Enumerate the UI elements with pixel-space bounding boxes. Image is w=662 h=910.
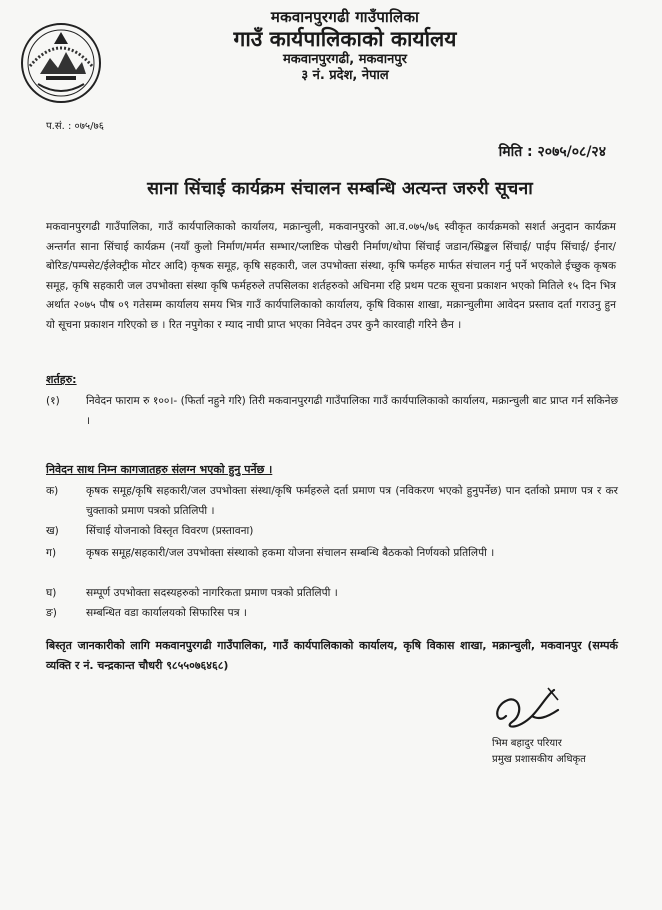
document-text: कृषक समूह/सहकारी/जल उपभोक्ता संस्थाको हकमा योजना संचालन सम्बन्धि बैठकको निर्णयको प्रतिलिपी । — [86, 547, 495, 559]
notice-body-text: मकवानपुरगढी गाउँपालिका, गाउँ कार्यपालिकाको कार्यालय, मक्रान्चुली, मकवानपुरको आ.व.०७५/७६ स्वीकृत कार्यक्रमको सशर्त अनुदान कार्यक्रम अन्तर्गत साना सिंचाई कार्यक्रम (नयाँ कुलो निर्माण/मर्मत सम्भार/प्लाष्टिक पोखरी निर्माण/थोपा सिंचाई जडान/स्प्रिङ्कल सिंचाई/ पाईप सिंचाई/ ईनार/ बोरिङ/पम्पसेट/ईलेक्ट्रीक मोटर आदि) कृषक समूह, कृषि सहकारी, जल उपभोक्ता संस्था, कृषि फर्महरु मार्फत संचालन गर्नु पर्ने भएकोले ईच्छुक कृषक समूह, कृषि सहकारी जल उपभोक्ता संस्था कृषि फर्महरुले तपसिलका शर्तहरुको अधिनमा रहि प्रथम पटक सूचना प्रकाशन भएको मितिले १५ दिन भित्र अर्थात २०७५ पौष ०९ गतेसम्म कार्यालय समय भित्र गाउँ कार्यपालिकाको कार्यालय, कृषि विकास शाखा, मक्रान्चुलीमा आवेदन प्रस्ताव दर्ता गराउनु हुन यो सूचना प्रकाशन गरिएको छ । रित नपुगेका र म्याद नाघी प्राप्त भएका निवेदन उपर कुनै कारवाही गरिने छैन । — [46, 221, 616, 331]
office-address: मकवानपुरगढी, मकवानपुर — [282, 52, 407, 67]
notice-body — [46, 218, 616, 336]
document-item — [46, 482, 618, 521]
document-item — [46, 522, 618, 542]
municipality-name: मकवानपुरगढी गाउँपालिका — [270, 8, 420, 26]
document-marker: ग) — [46, 547, 57, 559]
document-marker: घ) — [46, 587, 57, 599]
document-text: कृषक समूह/कृषि सहकारी/जल उपभोक्ता संस्था/कृषि फर्महरुले दर्ता प्रमाण पत्र (नविकरण भएको हुनुपर्नेछ) पान दर्ताको प्रमाण पत्र र कर चुक्ताको प्रमाण पत्रको प्रतिलिपी । — [86, 485, 618, 517]
condition-text: निवेदन फाराम रु १००।- (फिर्ता नहुने गरि) तिरी मकवानपुरगढी गाउँपालिका गाउँ कार्यपालिकाको कार्यालय, मक्रान्चुली बाट प्राप्त गर्न सकिनेछ । — [86, 395, 618, 427]
notice-title: साना सिंचाई कार्यक्रम संचालन सम्बन्धि अत्यन्त जरुरी सूचना — [147, 179, 533, 199]
document-marker: क) — [46, 485, 59, 497]
signatory-block — [492, 736, 586, 768]
government-seal-emblem — [20, 22, 102, 104]
document-item — [46, 584, 618, 604]
document-text: सम्बन्धित वडा कार्यालयको सिफारिस पत्र । — [86, 607, 247, 619]
signatory-name: भिम बहादुर परियार — [492, 738, 562, 749]
document-text: सम्पूर्ण उपभोक्ता सदस्यहरुको नागरिकता प्रमाण पत्रको प्रतिलिपी । — [86, 587, 338, 599]
document-item — [46, 604, 618, 624]
office-name: गाउँ कार्यपालिकाको कार्यालय — [233, 27, 457, 51]
condition-marker: (१) — [46, 395, 60, 407]
document-text: सिंचाई योजनाको विस्तृत विवरण (प्रस्तावना) — [86, 525, 254, 537]
reference-number: प.सं. : ०७५/७६ — [46, 121, 104, 132]
province-country: ३ नं. प्रदेश, नेपाल — [301, 68, 389, 83]
conditions-heading: शर्तहरु: — [46, 373, 77, 386]
contact-info: बिस्तृत जानकारीको लागि मकवानपुरगढी गाउँपालिका, गाउँ कार्यपालिकाको कार्यालय, कृषि विकास शाखा, मक्रान्चुली, मकवानपुर (सम्पर्क व्यक्ति र नं. चन्द्रकान्त चौधरी ९८५५०७६४६८) — [46, 639, 618, 672]
signature-mark — [488, 686, 578, 732]
notice-date: मिति : २०७५/०८/२४ — [498, 144, 606, 160]
document-marker: ङ) — [46, 607, 57, 619]
document-item — [46, 544, 618, 564]
condition-item — [46, 392, 618, 431]
signatory-designation: प्रमुख प्रशासकीय अधिकृत — [492, 754, 586, 765]
document-marker: ख) — [46, 525, 59, 537]
letterhead — [110, 8, 580, 84]
documents-heading: निवेदन साथ निम्न कागजातहरु संलग्न भएको हुनु पर्नेछ । — [46, 463, 273, 476]
